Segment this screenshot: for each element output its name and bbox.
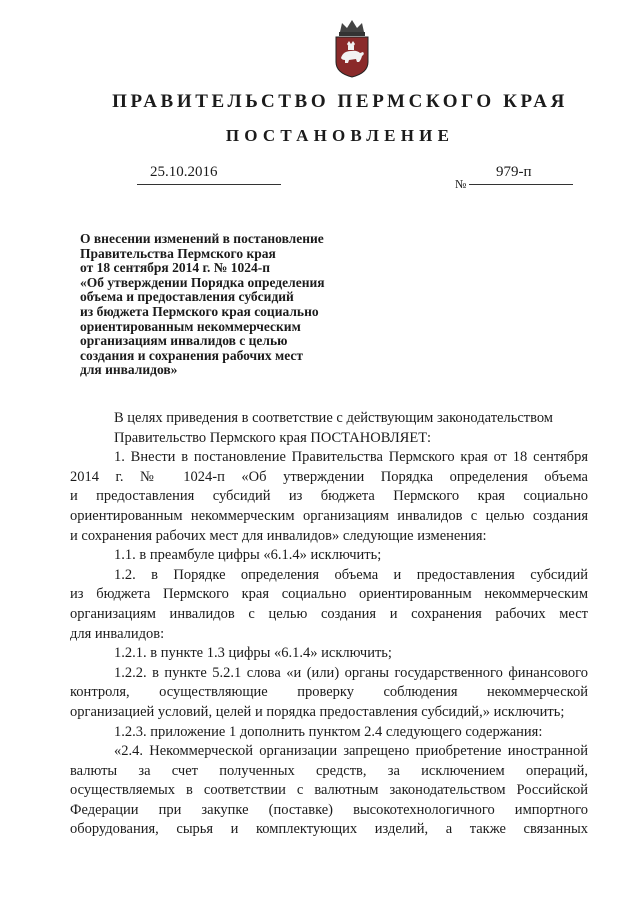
date-underline [137,184,281,185]
body-line: оборудования, сырья и комплектующих изделий, а также связанных [70,821,588,838]
body-line: «2.4. Некоммерческой организации запрещено приобретение иностранной [114,743,588,760]
body-line: из бюджета Пермского края социально ориентированным некоммерческим [70,586,588,603]
government-title: ПРАВИТЕЛЬСТВО ПЕРМСКОГО КРАЯ [112,91,568,112]
title-line: организациям инвалидов с целью [80,333,288,349]
document-number: 979-п [496,164,532,180]
body-line: и сохранения рабочих мест для инвалидов» следующие изменения: [70,527,487,544]
body-line: ориентированным некоммерческим организациям инвалидов с целью создания [70,507,588,524]
body-line: 1.2.3. приложение 1 дополнить пунктом 2.4 следующего содержания: [114,723,543,740]
title-line: объема и предоставления субсидий [80,289,294,305]
body-line: 2014 г. № 1024-п «Об утверждении Порядка определения объема [70,468,588,485]
title-line: для инвалидов» [80,362,178,378]
body-line: В целях приведения в соответствие с действующим законодательством [114,410,553,426]
crown-icon [339,20,365,36]
title-line: «Об утверждении Порядка определения [80,274,325,290]
body-line: и предоставления субсидий из бюджета Пермского края социально [70,488,588,505]
number-sign: № [455,177,467,191]
document-title [80,232,380,378]
number-underline [469,184,573,185]
body-line: для инвалидов: [70,625,165,642]
title-line: ориентированным некоммерческим [80,318,301,334]
body-line: валюты за счет полученных средств, за исключением операций, [70,762,588,779]
body-line: Правительство Пермского края ПОСТАНОВЛЯЕТ: [114,429,432,446]
title-line: О внесении изменений в постановление [80,231,324,246]
title-line: от 18 сентября 2014 г. № 1024-п [80,260,271,276]
body-line: 1.1. в преамбуле цифры «6.1.4» исключить; [114,547,382,564]
body-line: контроля, осуществляющие проверку соблюдения некоммерческой [70,684,588,701]
body-line: 1.2. в Порядке определения объема и предоставления субсидий [114,566,588,583]
body-line: организациям инвалидов с целью создания и сохранения рабочих мест [70,605,588,622]
document-date: 25.10.2016 [150,164,218,180]
document-body [70,409,588,840]
body-line: 1.2.1. в пункте 1.3 цифры «6.1.4» исключить; [114,645,392,662]
body-line: организацией условий, целей и порядка предоставления субсидий,» исключить; [70,703,565,720]
body-line: осуществляемых в соответствии с валютным законодательством Российской [70,782,588,799]
title-line: Правительства Пермского края [80,245,276,261]
body-line: 1. Внести в постановление Правительства Пермского края от 18 сентября [114,449,588,466]
body-line: Федерации при закупке (поставке) высокотехнологичного импортного [70,801,588,818]
title-line: создания и сохранения рабочих мест [80,347,304,363]
title-line: из бюджета Пермского края социально [80,303,319,319]
body-line: 1.2.2. в пункте 5.2.1 слова «и (или) органы государственного финансового [114,664,588,681]
document-type: ПОСТАНОВЛЕНИЕ [225,126,455,145]
coat-of-arms-icon [327,18,377,78]
